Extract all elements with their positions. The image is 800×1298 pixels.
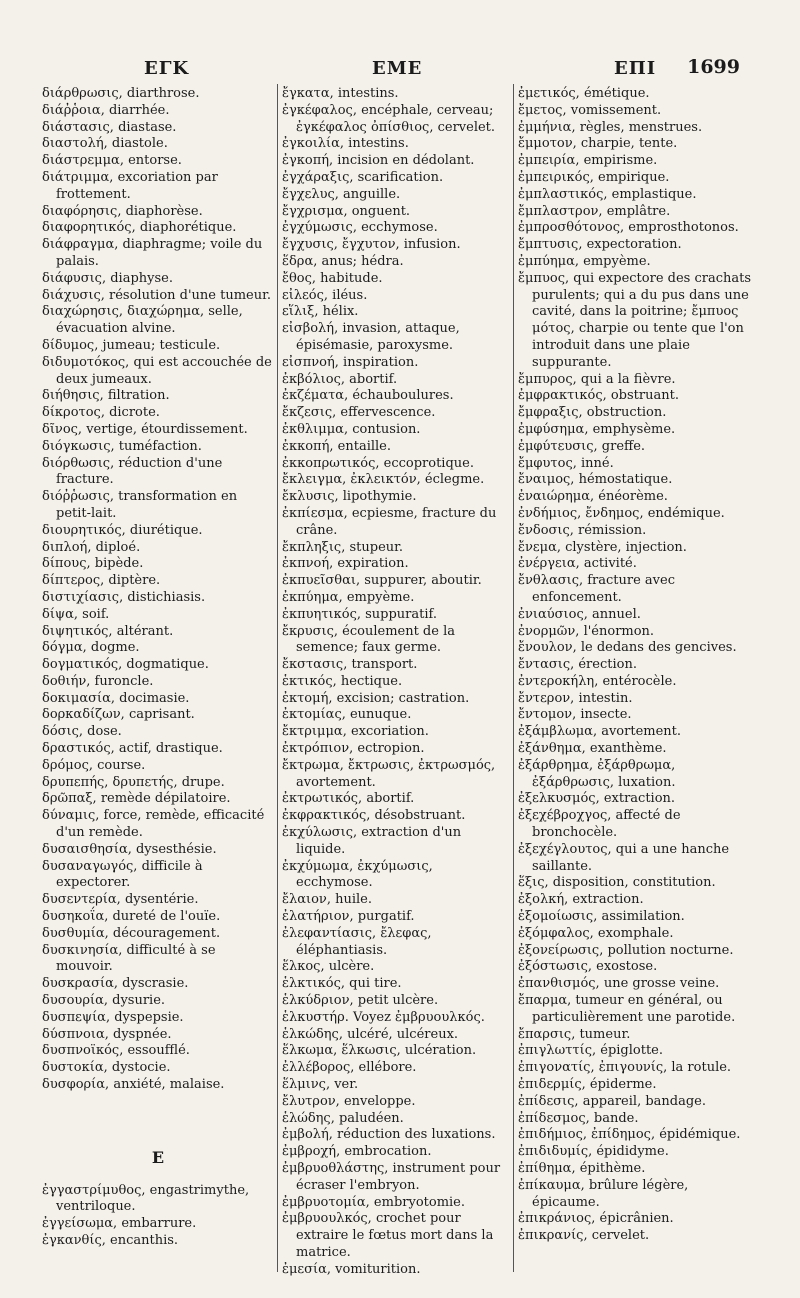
dictionary-entry: δυσπνοϊκός, essoufflé. [42,1043,190,1059]
dictionary-entry: ἐμπύημα, empyème. [518,253,651,269]
dictionary-entry: ἔνδοσις, rémission. [518,522,647,538]
dictionary-entry: διάφραγμα, diaphragme; voile du palais. [42,237,263,269]
dictionary-entry: δῖνος, vertige, étourdissement. [42,421,248,437]
dictionary-entry: ἔντασις, érection. [518,657,637,673]
dictionary-entry: ἔμετος, vomissement. [518,102,662,118]
dictionary-entry: δραστικός, actif, drastique. [42,741,223,757]
dictionary-entry: ἔνθλασις, fracture avec enfoncement. [518,573,676,605]
dictionary-entry: ἐκπυητικός, suppuratif. [282,606,438,622]
dictionary-entry: ἐκφρακτικός, désobstruant. [282,808,466,824]
dictionary-entry: ἐγχύμωσις, ecchymose. [282,220,438,236]
dictionary-entry: διάχυσις, résolution d'une tumeur. [42,287,272,303]
dictionary-entry: δυσφορία, anxiété, malaise. [42,1077,225,1093]
column-1-entries-after [42,1183,274,1250]
dictionary-entry: ἐκκοπρωτικός, eccoprotique. [282,455,474,471]
dictionary-entry: ἐξάνθημα, exanthème. [518,741,667,757]
dictionary-entry: ἐκπίεσμα, ecpiesme, fracture du crâne. [282,505,497,538]
dictionary-entry: δοθιήν, furoncle. [42,673,154,689]
dictionary-entry: δίκροτος, dicrote. [42,405,160,421]
dictionary-entry: ἔκλειγμα, ἐκλεικτόν, éclegme. [282,472,485,488]
dictionary-entry: ἔκτριμμα, excoriation. [282,724,429,740]
dictionary-entry: ἐμμήνια, règles, menstrues. [518,119,703,135]
dictionary-entry: ἔνουλον, le dedans des gencives. [518,640,737,656]
dictionary-entry: ἐκζέματα, échauboulures. [282,388,454,404]
dictionary-entry: ἔντομον, insecte. [518,707,632,723]
dictionary-entry: ἐμφύτευσις, greffe. [518,438,646,454]
dictionary-entry: ἐμβροχή, embrocation. [282,1144,432,1160]
dictionary-entry: ἐμετικός, émétique. [518,86,650,101]
dictionary-entry: δύναμις, force, remède, efficacité d'un remède. [42,808,265,841]
column-2 [282,86,510,1279]
dictionary-entry: ἐλλέβορος, ellébore. [282,1060,417,1076]
column-1 [42,86,274,1250]
dictionary-entry: ἔκλυσις, lipothymie. [282,489,417,505]
dictionary-entry: ἔπαρσις, tumeur. [518,1026,631,1042]
dictionary-entry: ἕλκωμα, ἕλκωσις, ulcération. [282,1043,477,1059]
dictionary-entry: ἔμπλαστρον, emplâtre. [518,203,671,219]
dictionary-entry: δίπτερος, diptère. [42,573,161,589]
dictionary-entry: ἐμφρακτικός, obstruant. [518,388,679,404]
dictionary-entry: ἔμμοτον, charpie, tente. [518,136,678,152]
column-rule-right [513,84,514,1272]
dictionary-entry: ἔμπυος, qui expectore des crachats purulents; qui a du pus dans une cavité, dans la poitrine; ἔμπυος μότος, charpie ou tente que l'on introduit dans une plaie suppurante. [518,270,752,370]
dictionary-entry: ἕξις, disposition, constitution. [518,875,716,891]
dictionary-entry: δρυπεπής, δρυπετής, drupe. [42,774,225,790]
dictionary-entry: ἐκτρωτικός, abortif. [282,791,415,807]
dictionary-entry: ἐγκοπή, incision en dédolant. [282,153,475,169]
dictionary-entry: ἔνεμα, clystère, injection. [518,539,687,555]
dictionary-entry: ἐγγείσωμα, embarrure. [42,1216,197,1232]
dictionary-entry: δυσκινησία, difficulté à se mouvoir. [42,942,216,975]
dictionary-entry: ἔκρυσις, écoulement de la semence; faux germe. [282,623,455,656]
dictionary-entry: ἐγγαστρίμυθος, engastrimythe, ventriloque. [42,1182,250,1215]
header-left: ΕΓΚ [144,58,190,79]
dictionary-entry: ἔκζεσις, effervescence. [282,405,436,421]
header-right: ΕΠΙ [614,58,657,79]
dictionary-entry: ἐμβρυοθλάστης, instrument pour écraser l'embryon. [282,1161,501,1193]
dictionary-entry: ἐμφύσημα, emphysème. [518,421,676,437]
dictionary-entry: ἐντεροκήλη, entérocèle. [518,673,677,689]
dictionary-entry: ἐξάμβλωμα, avortement. [518,724,682,740]
dictionary-entry: ἐπιγονατίς, ἐπιγουνίς, la rotule. [518,1060,732,1076]
dictionary-entry: ἐκτομή, excision; castration. [282,690,470,706]
dictionary-entry: δύσπνοια, dyspnée. [42,1026,172,1042]
dictionary-entry: διαστολή, diastole. [42,136,168,152]
dictionary-entry: ἐναιώρημα, énéorème. [518,489,668,505]
dictionary-entry: ἐλατήριον, purgatif. [282,909,415,925]
dictionary-entry: δυσθυμία, découragement. [42,925,221,941]
dictionary-entry: ἔπαρμα, tumeur en général, ou particulièrement une parotide. [518,993,736,1025]
dictionary-entry: ἐξεχέβροχγος, affecté de bronchocèle. [518,808,681,841]
column-3-entries [518,86,760,1245]
dictionary-entry: ἐμβολή, réduction des luxations. [282,1127,496,1143]
dictionary-entry: ἔγχρισμα, onguent. [282,203,411,219]
dictionary-entry: ἐπίδεσμος, bande. [518,1110,639,1126]
dictionary-entry: ἐμβρυουλκός, crochet pour extraire le fœtus mort dans la matrice. [282,1211,494,1260]
dictionary-entry: διστιχίασις, distichiasis. [42,589,206,605]
dictionary-entry: διουρητικός, diurétique. [42,522,203,538]
dictionary-entry: ἐκκοπή, entaille. [282,438,391,454]
dictionary-entry: δογματικός, dogmatique. [42,657,209,673]
dictionary-entry: ἔγχυσις, ἔγχυτον, infusion. [282,237,461,253]
dictionary-entry: δοκιμασία, docimasie. [42,690,190,706]
dictionary-entry: ἐκχύμωμα, ἐκχύμωσις, ecchymose. [282,858,433,891]
dictionary-entry: εἰλεός, iléus. [282,287,368,303]
dictionary-entry: ἑλκυστήρ. Voyez ἐμβρυουλκός. [282,1009,485,1025]
dictionary-entry: εἰσπνοή, inspiration. [282,354,419,370]
dictionary-entry: διήθησις, filtration. [42,388,170,404]
dictionary-entry: διόῤῥωσις, transformation en petit-lait. [42,489,238,521]
dictionary-entry: ἐπιδερμίς, épiderme. [518,1077,657,1093]
dictionary-entry: εἰσβολή, invasion, attaque, épisémasie, paroxysme. [282,321,460,353]
dictionary-entry: ἔμφυτος, inné. [518,455,614,471]
dictionary-entry: δίψα, soif. [42,606,110,622]
dictionary-entry: ἐμβρυοτομία, embryotomie. [282,1194,466,1210]
dictionary-entry: ἔμπτυσις, expectoration. [518,237,682,253]
dictionary-entry: ἑλώδης, paludéen. [282,1110,404,1126]
dictionary-entry: ἔγχελυς, anguille. [282,186,401,202]
dictionary-entry: ἑκτικός, hectique. [282,673,403,689]
dictionary-entry: διδυμοτόκος, qui est accouchée de deux jumeaux. [42,354,272,387]
dictionary-entry: ἐκτομίας, eunuque. [282,707,412,723]
dictionary-entry: ἐνδήμιος, ἔνδημος, endémique. [518,505,725,521]
dictionary-entry: ἐγκέφαλος, encéphale, cerveau; ἐγκέφαλος ὀπίσθιος, cervelet. [282,102,496,135]
dictionary-entry: ἐξονείρωσις, pollution nocturne. [518,942,734,958]
dictionary-entry: ἔγκατα, intestins. [282,86,399,101]
page-number: 1699 [687,56,740,78]
dictionary-entry: διάρθρωσις, diarthrose. [42,86,200,101]
dictionary-entry: ἔμπυρος, qui a la fièvre. [518,371,676,387]
dictionary-entry: εἵλιξ, hélix. [282,304,359,320]
dictionary-entry: ἔκπληξις, stupeur. [282,539,404,555]
dictionary-entry: δυσκρασία, dyscrasie. [42,976,189,992]
dictionary-entry: ἔμφραξις, obstruction. [518,405,667,421]
dictionary-entry: ἐγκοιλία, intestins. [282,136,409,152]
column-rule-left [277,84,278,1272]
dictionary-entry: ἐξελκυσμός, extraction. [518,791,676,807]
dictionary-entry: ἑλκύδριον, petit ulcère. [282,993,439,1009]
dictionary-entry: ἐξολκή, extraction. [518,892,644,908]
dictionary-entry: διπλοή, diploé. [42,539,141,555]
dictionary-entry: ἐξάρθρημα, ἐξάρθρωμα, ἐξάρθρωσις, luxation. [518,757,676,790]
dictionary-entry: ἐκβόλιος, abortif. [282,371,398,387]
column-3 [518,86,760,1245]
dictionary-entry: δόγμα, dogme. [42,640,140,656]
dictionary-entry: ἐκπνοή, expiration. [282,556,409,572]
column-2-entries [282,86,510,1279]
dictionary-entry: δυσεντερία, dysentérie. [42,892,199,908]
dictionary-entry: ἐπιδιδυμίς, épididyme. [518,1144,669,1160]
section-heading-e: E [151,1147,165,1167]
dictionary-entry: διάῤῥοια, diarrhée. [42,102,170,118]
dictionary-entry: ἕλκος, ulcère. [282,959,375,975]
dictionary-entry: διαφόρησις, diaphorèse. [42,203,203,219]
dictionary-entry: δίδυμος, jumeau; testicule. [42,337,221,353]
dictionary-entry: δυσηκοΐα, dureté de l'ouïe. [42,909,221,925]
dictionary-entry: διαχώρησις, διαχώρημα, selle, évacuation alvine. [42,304,243,337]
dictionary-entry: διαφορητικός, diaphorétique. [42,220,237,236]
dictionary-entry: δυσαναγωγός, difficile à expectorer. [42,858,203,891]
dictionary-entry: ἐμεσία, vomiturition. [282,1261,421,1277]
dictionary-entry: διάστασις, diastase. [42,119,177,135]
dictionary-entry: ἔκτρωμα, ἔκτρωσις, ἐκτρωσμός, avortement. [282,757,496,790]
dictionary-entry: ἐπίκαυμα, brûlure légère, épicaume. [518,1177,689,1210]
dictionary-entry: ἐμπροσθότονος, emprosthotonos. [518,220,739,236]
dictionary-entry: ἐξόμφαλος, exomphale. [518,925,674,941]
dictionary-entry: ἐπικρανίς, cervelet. [518,1228,650,1244]
dictionary-entry: ἐπικράνιος, épicrânien. [518,1211,674,1227]
dictionary-entry: ἐκπυεῖσθαι, suppurer, aboutir. [282,573,482,589]
dictionary-entry: διόγκωσις, tuméfaction. [42,438,202,454]
dictionary-entry: ἐκχύλωσις, extraction d'un liquide. [282,825,462,857]
dictionary-entry: διάφυσις, diaphyse. [42,270,173,286]
dictionary-entry: ἔλυτρον, enveloppe. [282,1093,416,1109]
dictionary-entry: ἐπίθημα, épithème. [518,1161,646,1176]
dictionary-entry: διάτριμμα, excoriation par frottement. [42,169,218,202]
dictionary-entry: δόσις, dose. [42,724,122,740]
dictionary-entry: δυσουρία, dysurie. [42,993,166,1009]
dictionary-entry: ἐνιαύσιος, annuel. [518,606,641,622]
dictionary-entry: ἐξόστωσις, exostose. [518,959,658,975]
dictionary-entry: δορκαδίζων, caprisant. [42,707,195,723]
dictionary-entry: ἑλκτικός, qui tire. [282,976,402,992]
dictionary-entry: ἕδρα, anus; hédra. [282,253,404,269]
column-1-entries [42,86,274,1094]
dictionary-entry: διψητικός, altérant. [42,623,174,639]
dictionary-entry: ἐνέργεια, activité. [518,556,637,572]
dictionary-entry: δρόμος, course. [42,757,146,773]
header-center: ΕΜΕ [372,58,423,79]
dictionary-entry: ἐμπλαστικός, emplastique. [518,186,697,202]
dictionary-entry: ἐνορμῶν, l'énormon. [518,623,655,639]
dictionary-entry: δυσπεψία, dyspepsie. [42,1009,184,1025]
dictionary-entry: ἐπίδεσις, appareil, bandage. [518,1093,706,1109]
dictionary-entry: ἔντερον, intestin. [518,690,633,706]
dictionary-entry: ἔκστασις, transport. [282,657,418,673]
dictionary-entry: ἕλμινς, ver. [282,1077,359,1093]
dictionary-entry: ἐκτρόπιον, ectropion. [282,741,425,757]
dictionary-entry: ἐλεφαντίασις, ἔλεφας, éléphantiasis. [282,925,432,958]
dictionary-entry: ἐμπειρία, empirisme. [518,153,658,169]
dictionary-entry: δυστοκία, dystocie. [42,1060,171,1076]
dictionary-entry: ἑλκώδης, ulcéré, ulcéreux. [282,1026,459,1042]
dictionary-entry: ἐμπειρικός, empirique. [518,169,670,185]
dictionary-entry: ἔναιμος, hémostatique. [518,472,673,488]
dictionary-entry: ἐγχάραξις, scarification. [282,169,444,185]
dictionary-entry: ἐξομοίωσις, assimilation. [518,909,685,925]
dictionary-entry: διάστρεμμα, entorse. [42,153,182,169]
dictionary-entry: ἐπανθισμός, une grosse veine. [518,976,720,992]
dictionary-entry: ἔλαιον, huile. [282,892,372,908]
dictionary-entry: ἐξεχέγλουτος, qui a une hanche saillante. [518,841,730,874]
dictionary-entry: ἐπιδήμιος, ἐπίδημος, épidémique. [518,1127,741,1143]
dictionary-entry: διόρθωσις, réduction d'une fracture. [42,455,223,488]
dictionary-entry: ἐκθλιμμα, contusion. [282,421,421,437]
dictionary-entry: δυσαισθησία, dysesthésie. [42,841,217,857]
dictionary-entry: δρῶπαξ, remède dépilatoire. [42,791,231,807]
dictionary-entry: ἐπιγλωττίς, épiglotte. [518,1043,664,1059]
dictionary-entry: δίπους, bipède. [42,556,144,572]
dictionary-entry: ἔθος, habitude. [282,270,383,286]
dictionary-entry: ἐκπύημα, empyème. [282,589,415,605]
dictionary-entry: ἐγκανθίς, encanthis. [42,1233,179,1248]
